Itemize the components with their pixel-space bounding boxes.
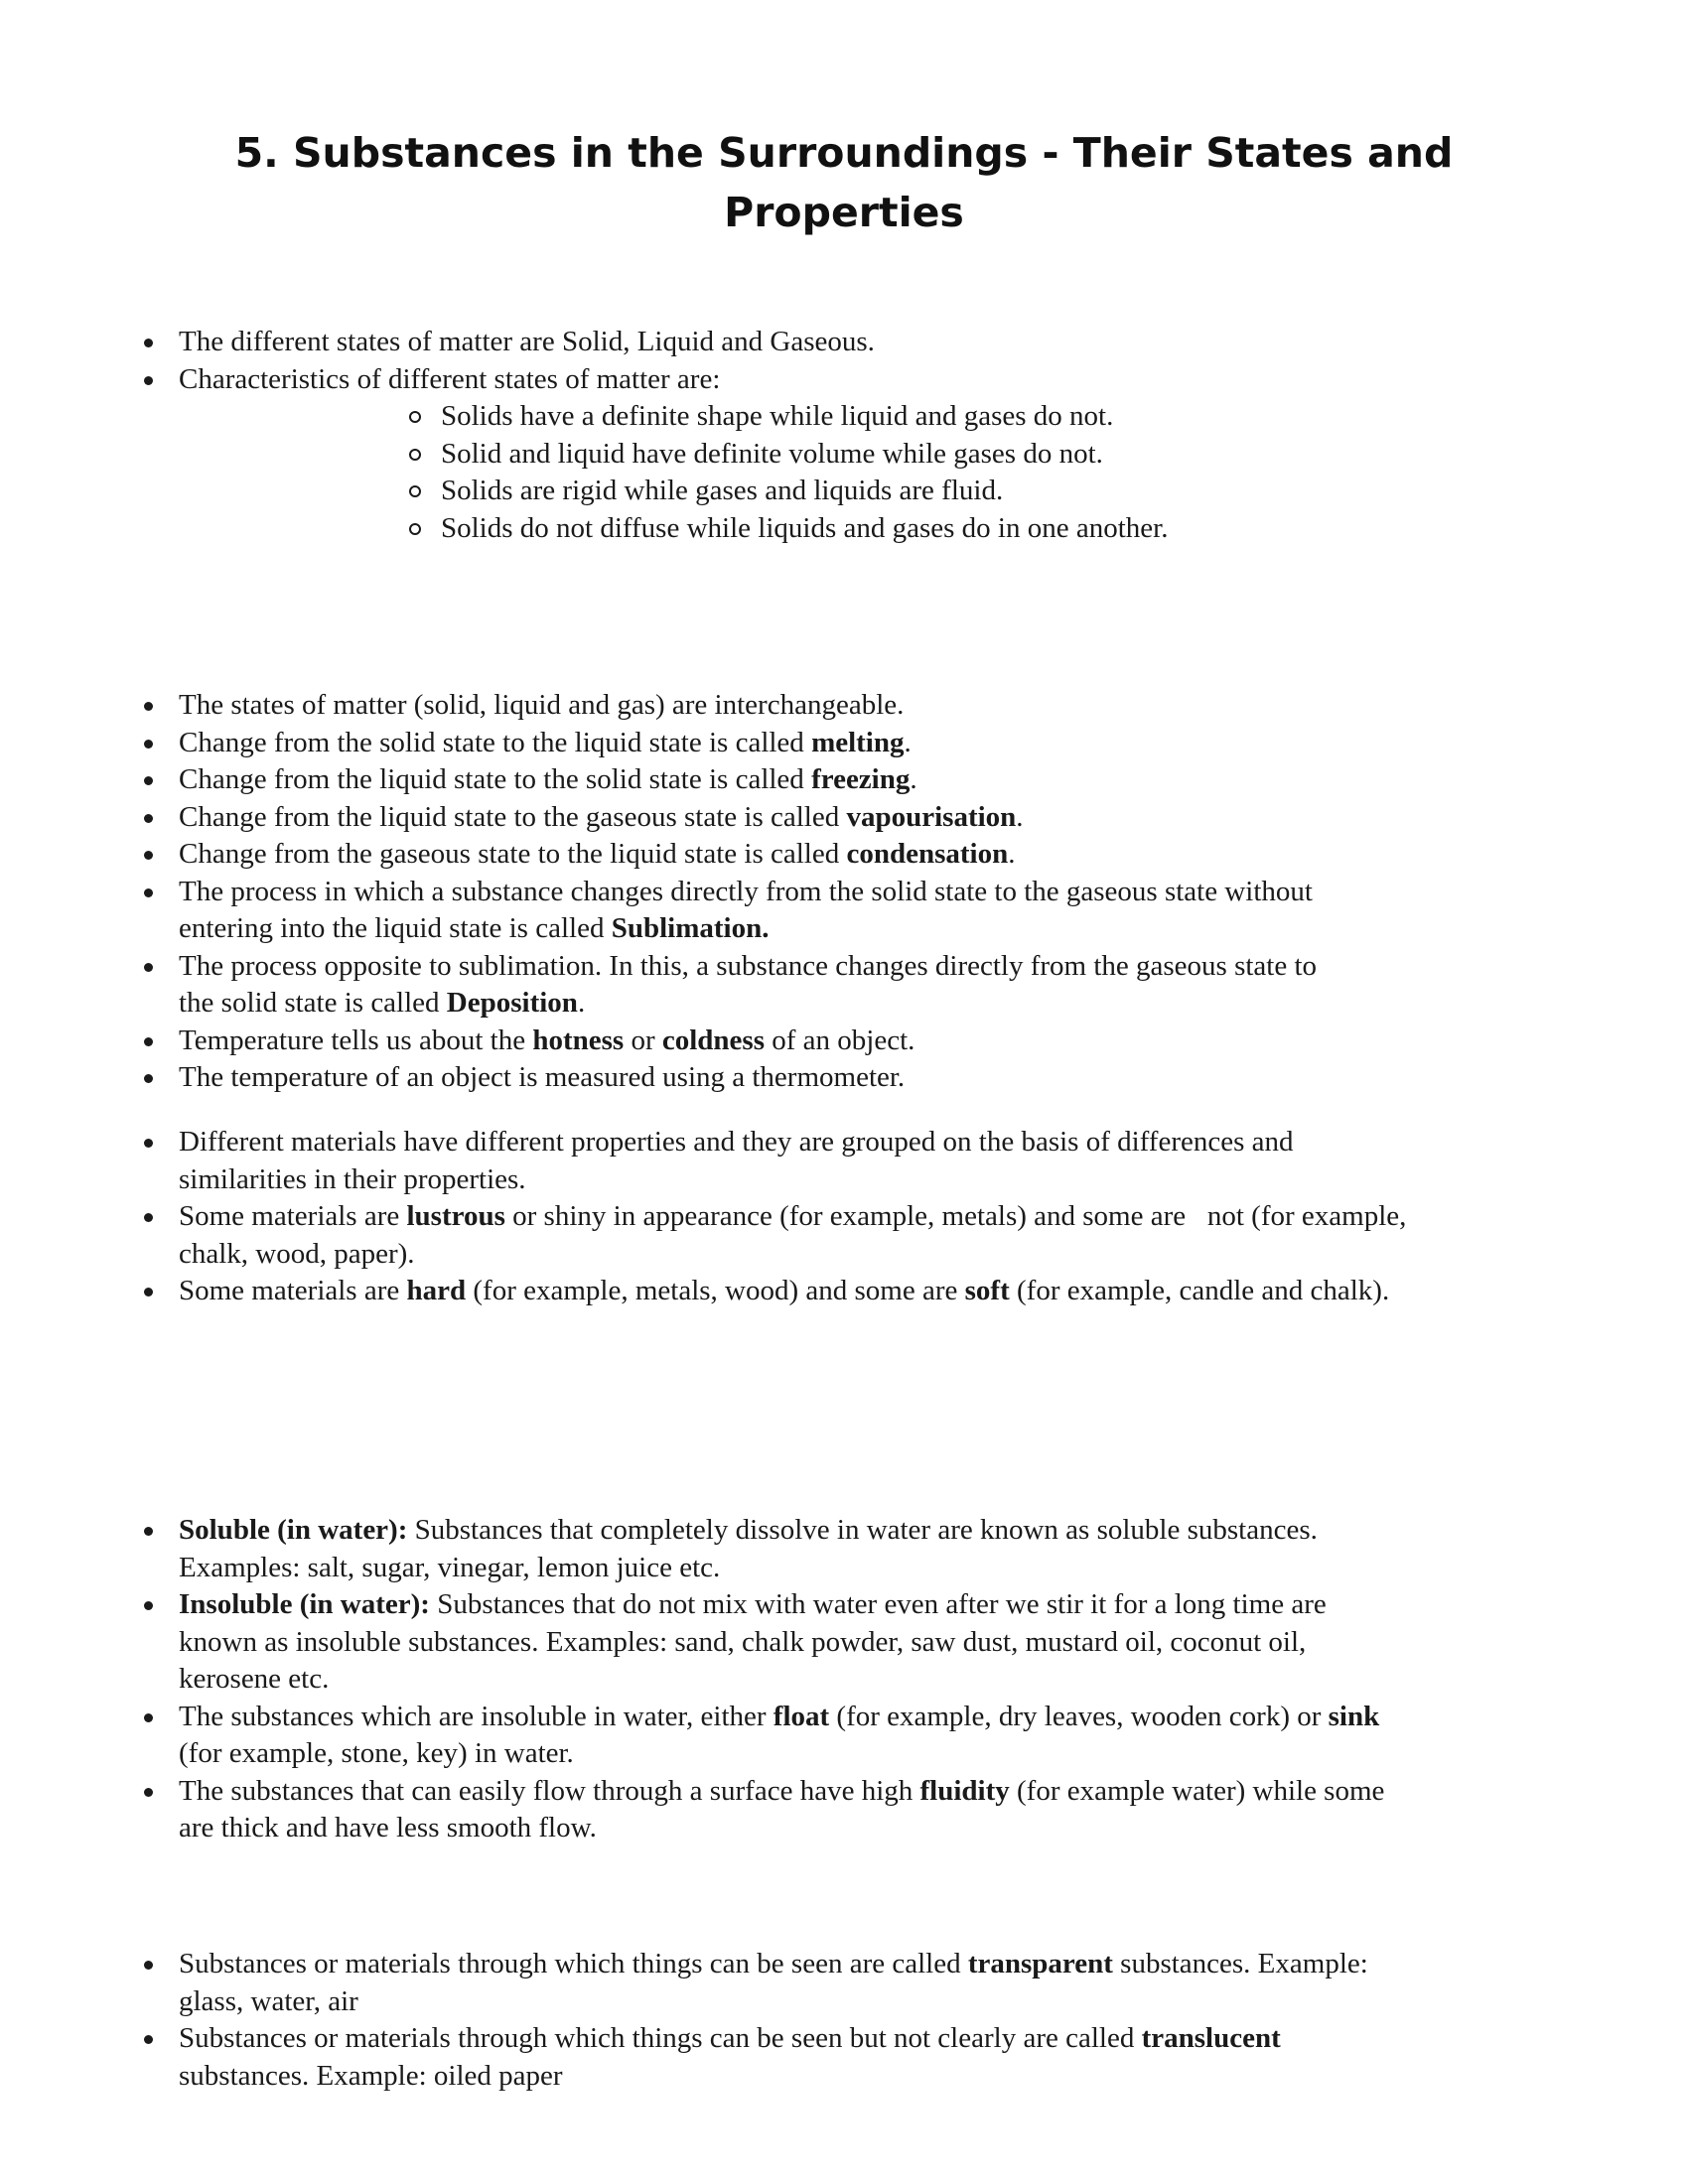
list-item: The substances which are insoluble in water, either float (for example, dry leaves, wooden cork) or sink (for example, stone, key) in water. xyxy=(0,1699,1609,1773)
list-item: Soluble (in water): Substances that completely dissolve in water are known as soluble substances. Examples: salt, sugar, vinegar, lemon juice etc. xyxy=(0,1512,1609,1586)
list-item: Insoluble (in water): Substances that do not mix with water even after we stir it for a long time are known as insoluble substances. Examples: sand, chalk powder, saw dust, mustard oil, coconut oil, kerosene etc. xyxy=(0,1586,1609,1699)
page-title xyxy=(149,123,1539,242)
list-item: Substances or materials through which things can be seen are called transparent substances. Example: glass, water, air xyxy=(0,1946,1609,2020)
list-item: Change from the gaseous state to the liquid state is called condensation. xyxy=(0,836,1609,874)
sublist-item: Solids are rigid while gases and liquids are fluid. xyxy=(179,473,1688,510)
states-of-matter-list xyxy=(0,324,1688,547)
list-item: Change from the solid state to the liquid state is called melting. xyxy=(0,725,1609,762)
list-item: The temperature of an object is measured using a thermometer. xyxy=(0,1059,1609,1097)
list-item: Different materials have different properties and they are grouped on the basis of differences and similarities in their properties. xyxy=(0,1124,1609,1198)
list-item: The substances that can easily flow through a surface have high fluidity (for example water) while some are thick and have less smooth flow. xyxy=(0,1773,1609,1847)
characteristics-sublist xyxy=(179,398,1609,547)
list-item: The process in which a substance changes directly from the solid state to the gaseous state without entering into the liquid state is called Sublimation. xyxy=(0,874,1609,948)
list-item: Characteristics of different states of matter are: Solids have a definite shape while liquid and gases do not. Solid and liquid have definite volume while gases do not. Solids are rigid while gases and liquids are fluid. Solids do not diffuse while liquids and gases do in one another. xyxy=(0,361,1609,548)
title-line-2: Properties xyxy=(724,189,964,236)
transparency-list xyxy=(0,1946,1688,2095)
list-item: Change from the liquid state to the solid state is called freezing. xyxy=(0,761,1609,799)
list-item: The different states of matter are Solid, Liquid and Gaseous. xyxy=(0,324,1609,361)
list-item: The states of matter (solid, liquid and gas) are interchangeable. xyxy=(0,687,1609,725)
list-item: The process opposite to sublimation. In this, a substance changes directly from the gaseous state to the solid state is called Deposition. xyxy=(0,948,1609,1023)
changes-of-state-list xyxy=(0,687,1688,1097)
list-item: Some materials are lustrous or shiny in appearance (for example, metals) and some are not (for example, chalk, wood, paper). xyxy=(0,1198,1609,1273)
list-item: Some materials are hard (for example, metals, wood) and some are soft (for example, candle and chalk). xyxy=(0,1273,1609,1310)
sublist-item: Solids have a definite shape while liquid and gases do not. xyxy=(179,398,1688,436)
list-item: Change from the liquid state to the gaseous state is called vapourisation. xyxy=(0,799,1609,837)
list-item: Substances or materials through which things can be seen but not clearly are called translucent substances. Example: oiled paper xyxy=(0,2020,1609,2095)
solubility-list xyxy=(0,1512,1688,1847)
sublist-item: Solids do not diffuse while liquids and gases do in one another. xyxy=(179,510,1688,548)
list-item: Temperature tells us about the hotness or coldness of an object. xyxy=(0,1023,1609,1060)
title-line-1: 5. Substances in the Surroundings - Their States and xyxy=(234,129,1454,177)
sublist-item: Solid and liquid have definite volume while gases do not. xyxy=(179,436,1688,474)
material-properties-list xyxy=(0,1124,1688,1310)
